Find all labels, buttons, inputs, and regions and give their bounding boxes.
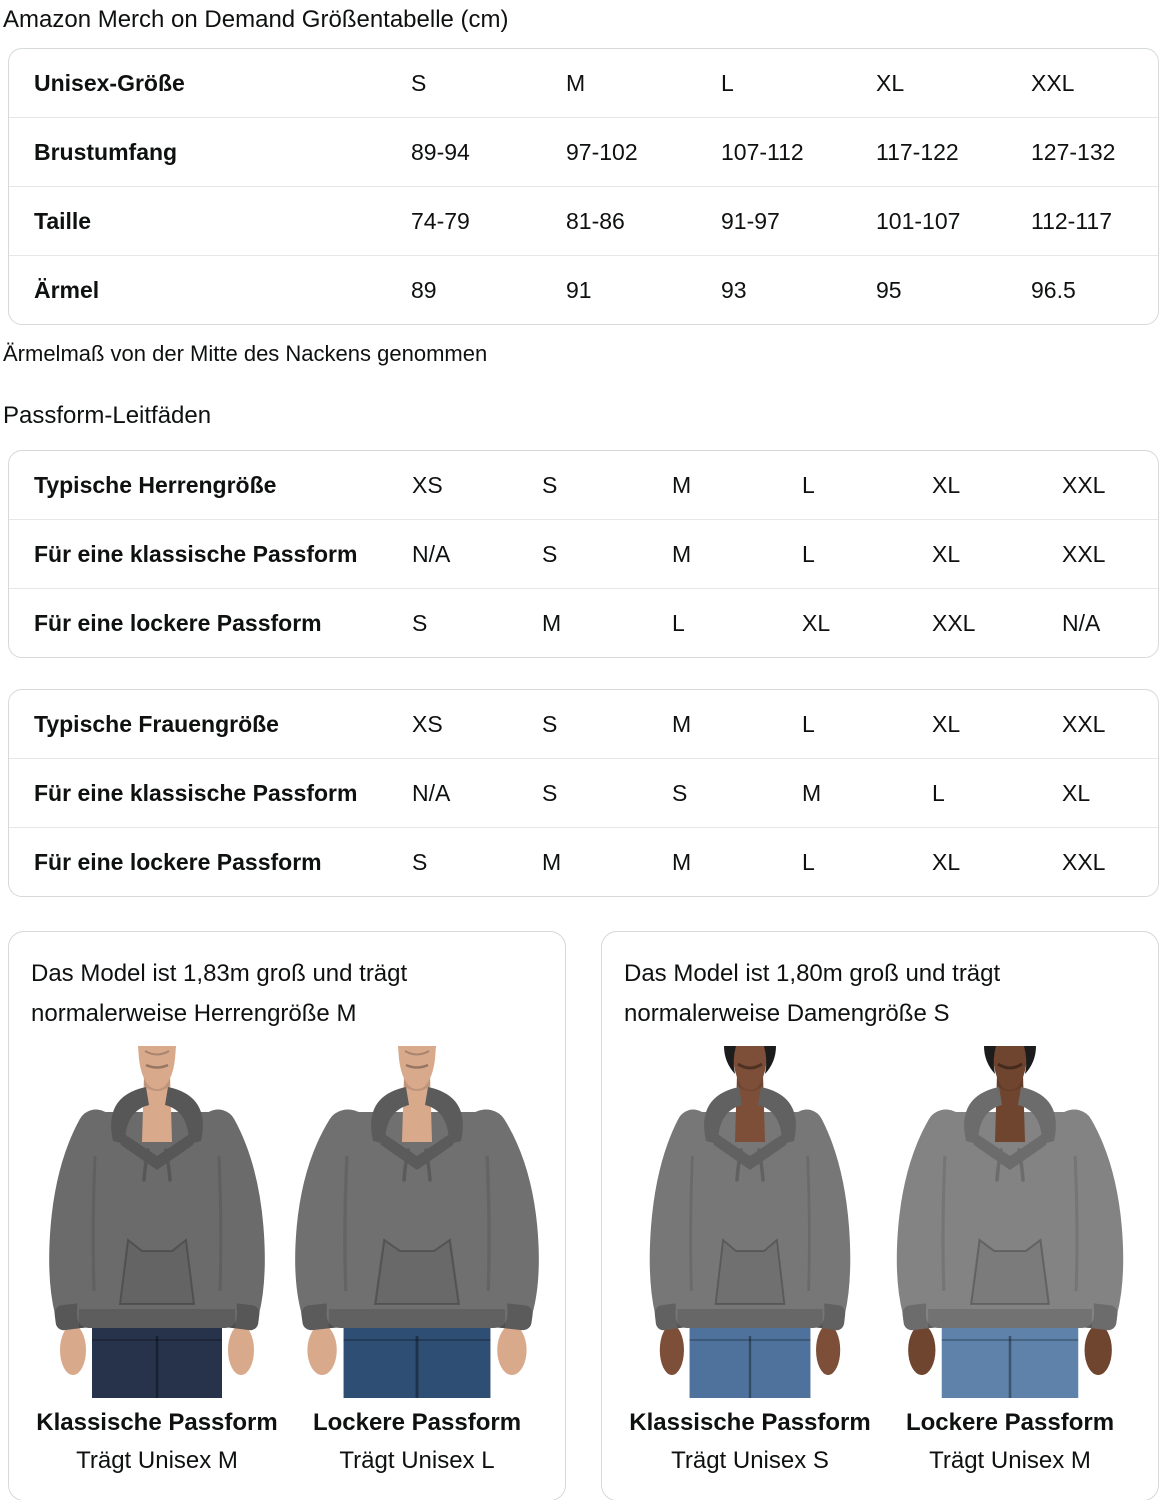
size-cell: L bbox=[802, 471, 815, 498]
model-hand bbox=[1085, 1325, 1112, 1375]
size-cell: S bbox=[672, 779, 688, 806]
size-cell: 127-132 bbox=[1031, 138, 1116, 165]
model-hand bbox=[660, 1325, 684, 1375]
size-cell: XL bbox=[932, 471, 961, 498]
size-cell: S bbox=[542, 471, 558, 498]
row-label: Ärmel bbox=[34, 276, 100, 303]
size-cell: 101-107 bbox=[876, 207, 961, 234]
size-cell: L bbox=[802, 848, 815, 875]
size-cell: 74-79 bbox=[411, 207, 470, 234]
mens-fit-table bbox=[8, 450, 1159, 658]
model-description: Das Model ist 1,83m groß und trägt normalerweise Herrengröße M bbox=[31, 960, 408, 1027]
model-photo bbox=[31, 1046, 283, 1398]
size-cell: 81-86 bbox=[566, 207, 625, 234]
size-cell: 89-94 bbox=[411, 138, 470, 165]
size-cell: S bbox=[542, 710, 558, 737]
row-label: Taille bbox=[34, 207, 92, 234]
size-cell: 107-112 bbox=[721, 138, 804, 165]
model-figures bbox=[31, 1046, 543, 1476]
sleeve-measure-note: Ärmelmaß von der Mitte des Nackens genommen bbox=[3, 341, 488, 366]
size-cell: S bbox=[411, 69, 427, 96]
size-cell: M bbox=[802, 779, 822, 806]
fit-caption: Lockere Passform bbox=[312, 1409, 522, 1436]
model-photo bbox=[291, 1046, 543, 1398]
fit-subcaption: Trägt Unisex M bbox=[929, 1447, 1091, 1474]
row-label: Brustumfang bbox=[34, 138, 178, 165]
size-cell: S bbox=[542, 540, 558, 567]
fit-caption: Lockere Passform bbox=[905, 1409, 1115, 1436]
table-row bbox=[9, 186, 1158, 255]
size-cell: XXL bbox=[1062, 848, 1106, 875]
model-description: Das Model ist 1,80m groß und trägt normalerweise Damengröße S bbox=[624, 960, 1001, 1027]
table-row bbox=[9, 255, 1158, 324]
size-cell: L bbox=[932, 779, 945, 806]
size-cell: M bbox=[542, 848, 562, 875]
hoodie-figure-svg bbox=[884, 1046, 1136, 1398]
size-cell: XS bbox=[412, 471, 443, 498]
size-cell: XS bbox=[412, 710, 443, 737]
size-cell: XXL bbox=[932, 609, 976, 636]
model-cards-row bbox=[8, 931, 1159, 1500]
size-cell: M bbox=[566, 69, 586, 96]
size-cell: XXL bbox=[1062, 710, 1106, 737]
table-row bbox=[9, 758, 1158, 827]
fit-subcaption: Trägt Unisex M bbox=[76, 1447, 238, 1474]
row-label: Für eine lockere Passform bbox=[34, 848, 322, 875]
figure-block bbox=[884, 1046, 1136, 1476]
size-cell: XL bbox=[876, 69, 905, 96]
fit-caption: Klassische Passform bbox=[629, 1409, 871, 1436]
model-photo bbox=[884, 1046, 1136, 1398]
model-hand bbox=[307, 1325, 336, 1375]
model-hand bbox=[497, 1325, 526, 1375]
size-cell: N/A bbox=[1062, 609, 1101, 636]
size-cell: 95 bbox=[876, 276, 902, 303]
fit-guides-heading: Passform-Leitfäden bbox=[3, 402, 212, 429]
size-cell: XXL bbox=[1062, 471, 1106, 498]
row-label: Typische Herrengröße bbox=[34, 471, 277, 498]
table-row bbox=[9, 588, 1158, 657]
size-cell: M bbox=[542, 609, 562, 636]
size-cell: L bbox=[672, 609, 685, 636]
size-cell: XL bbox=[802, 609, 831, 636]
size-cell: M bbox=[672, 710, 692, 737]
hoodie-figure-svg bbox=[624, 1046, 876, 1398]
size-cell: N/A bbox=[412, 540, 451, 567]
figure-block bbox=[624, 1046, 876, 1476]
table-row bbox=[9, 49, 1158, 117]
fit-caption: Klassische Passform bbox=[36, 1409, 278, 1436]
hoodie-figure-svg bbox=[291, 1046, 543, 1398]
size-cell: XL bbox=[932, 710, 961, 737]
size-cell: 96.5 bbox=[1031, 276, 1076, 303]
page-title: Amazon Merch on Demand Größentabelle (cm) bbox=[3, 6, 509, 33]
size-cell: M bbox=[672, 848, 692, 875]
table-row bbox=[9, 117, 1158, 186]
fit-subcaption: Trägt Unisex S bbox=[671, 1447, 829, 1474]
table-row bbox=[9, 690, 1158, 758]
model-hand bbox=[908, 1325, 935, 1375]
size-cell: 91 bbox=[566, 276, 592, 303]
size-cell: XL bbox=[932, 848, 961, 875]
fit-subcaption: Trägt Unisex L bbox=[339, 1447, 495, 1474]
table-row bbox=[9, 827, 1158, 896]
figure-block bbox=[31, 1046, 283, 1476]
size-cell: XL bbox=[932, 540, 961, 567]
size-cell: L bbox=[802, 540, 815, 567]
size-cell: M bbox=[672, 540, 692, 567]
hoodie-figure-svg bbox=[31, 1046, 283, 1398]
model-hand bbox=[228, 1325, 254, 1375]
model-figures bbox=[624, 1046, 1136, 1476]
model-photo bbox=[624, 1046, 876, 1398]
size-cell: 117-122 bbox=[876, 138, 959, 165]
size-cell: 97-102 bbox=[566, 138, 638, 165]
size-cell: 112-117 bbox=[1031, 207, 1112, 234]
row-label: Für eine lockere Passform bbox=[34, 609, 322, 636]
size-cell: 93 bbox=[721, 276, 747, 303]
size-cell: 91-97 bbox=[721, 207, 780, 234]
size-cell: XL bbox=[1062, 779, 1091, 806]
size-chart-table bbox=[8, 48, 1159, 325]
size-cell: 89 bbox=[411, 276, 437, 303]
table-row bbox=[9, 451, 1158, 519]
size-cell: XXL bbox=[1062, 540, 1106, 567]
size-cell: S bbox=[542, 779, 558, 806]
row-label: Für eine klassische Passform bbox=[34, 779, 358, 806]
size-cell: S bbox=[412, 609, 428, 636]
table-row bbox=[9, 519, 1158, 588]
male-model-card bbox=[8, 931, 566, 1500]
row-label: Typische Frauengröße bbox=[34, 710, 279, 737]
row-label: Für eine klassische Passform bbox=[34, 540, 358, 567]
size-cell: N/A bbox=[412, 779, 451, 806]
size-cell: L bbox=[721, 69, 734, 96]
size-cell: XXL bbox=[1031, 69, 1075, 96]
size-cell: L bbox=[802, 710, 815, 737]
model-hand bbox=[816, 1325, 840, 1375]
size-cell: M bbox=[672, 471, 692, 498]
model-hand bbox=[60, 1325, 86, 1375]
female-model-card bbox=[601, 931, 1159, 1500]
womens-fit-table bbox=[8, 689, 1159, 897]
size-cell: S bbox=[412, 848, 428, 875]
row-label: Unisex-Größe bbox=[34, 69, 185, 96]
figure-block bbox=[291, 1046, 543, 1476]
